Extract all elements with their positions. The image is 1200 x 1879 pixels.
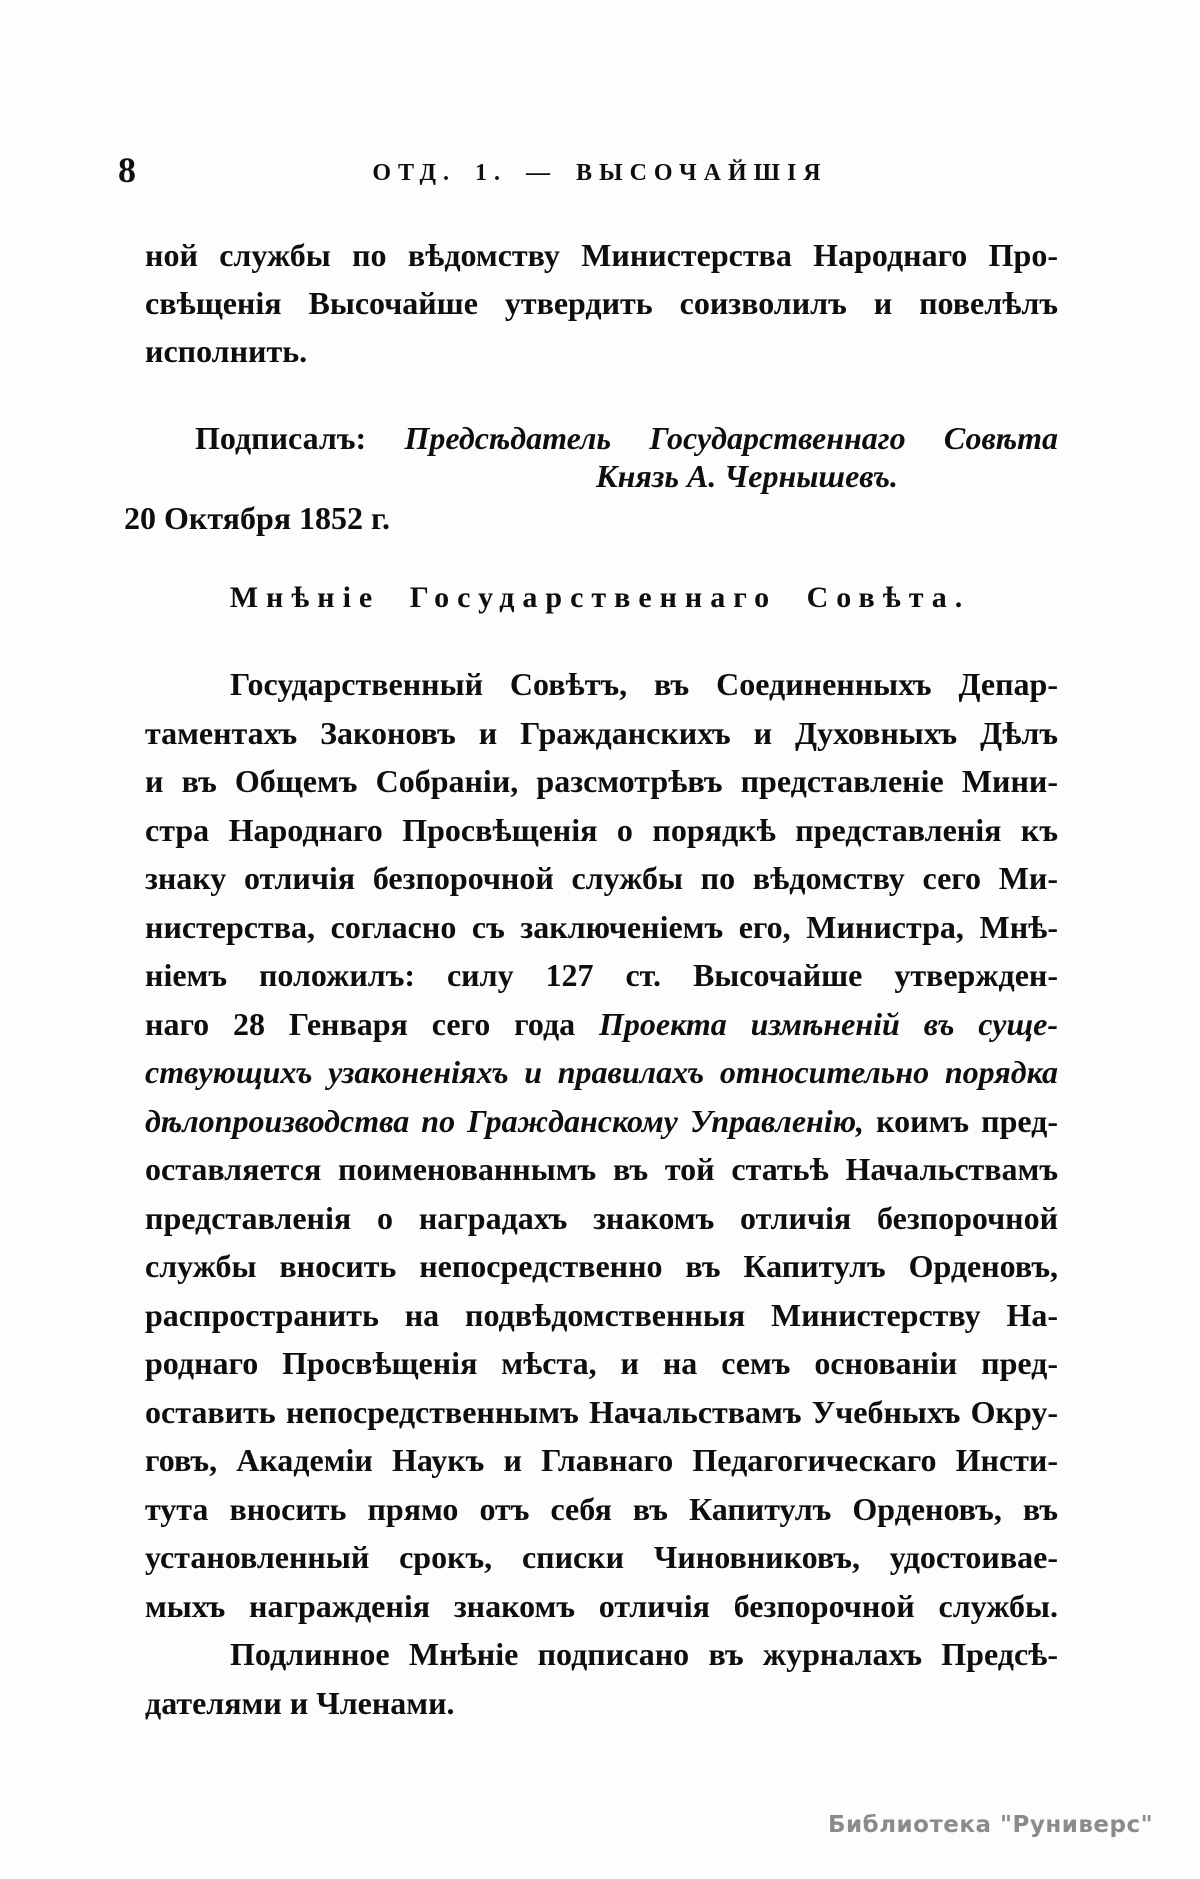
- text-segment: коимъ пред-: [876, 1102, 1059, 1139]
- signature-label: Подписалъ:: [195, 420, 367, 456]
- text-segment: Государственный Совѣтъ, въ Соединенныхъ Депар-: [230, 666, 1058, 702]
- text-line: [145, 1291, 1058, 1340]
- text-line: [145, 1194, 1058, 1243]
- text-segment: таментахъ Законовъ и Гражданскихъ и Духовныхъ Дѣлъ: [145, 714, 1058, 751]
- running-head: ОТД. 1. — ВЫСОЧАЙШІЯ: [372, 160, 828, 186]
- text-line: [145, 1436, 1058, 1485]
- text-line: [145, 854, 1058, 903]
- text-segment: распространить на подвѣдомственныя Министерству На-: [145, 1296, 1058, 1333]
- opinion-body: [145, 660, 1058, 1727]
- text-segment: нистерства, согласно съ заключеніемъ его, Министра, Мнѣ-: [145, 908, 1058, 945]
- text-segment: оставляется поименованнымъ въ той статьѣ Начальствамъ: [145, 1151, 1058, 1187]
- text-line: свѣщенія Высочайше утвердить соизволилъ и повелѣлъ: [145, 285, 1058, 321]
- text-segment: наго 28 Генваря сего года: [145, 1005, 576, 1042]
- text-line: [145, 1533, 1058, 1582]
- intro-paragraph: [145, 231, 1058, 375]
- text-line: [145, 806, 1058, 855]
- text-line: [145, 660, 1058, 709]
- text-line: [145, 1582, 1058, 1631]
- page-number: 8: [118, 150, 136, 190]
- text-line: [145, 1339, 1058, 1388]
- text-segment: дѣлопроизводства по Гражданскому Управленію,: [145, 1102, 865, 1139]
- text-segment: Проекта измѣненій въ суще-: [599, 1005, 1059, 1042]
- text-line: [145, 903, 1058, 952]
- text-segment: говъ, Академіи Наукъ и Главнаго Педагогическаго Инсти-: [145, 1442, 1058, 1478]
- signature-name: Князь А. Чернышевъ.: [595, 458, 898, 494]
- text-line: [145, 1048, 1058, 1097]
- text-line: [145, 1388, 1058, 1437]
- text-line: [145, 1679, 1058, 1728]
- text-segment: и въ Общемъ Собраніи, разсмотрѣвъ представленіе Мини-: [145, 763, 1058, 799]
- text-segment: мыхъ награжденія знакомъ отличія безпорочной службы.: [145, 1587, 1058, 1624]
- signature-name-line: [145, 452, 1058, 500]
- text-segment: Подлинное Мнѣніе подписано въ журналахъ Предсѣ-: [230, 1636, 1058, 1672]
- text-line: [145, 1145, 1058, 1194]
- text-segment: службы вносить непосредственно въ Капитулъ Орденовъ,: [145, 1248, 1058, 1284]
- text-line: [145, 1630, 1058, 1679]
- text-segment: ствующихъ узаконеніяхъ и правилахъ относительно порядка: [145, 1054, 1058, 1090]
- text-line: [145, 757, 1058, 806]
- text-segment: установленный срокъ, списки Чиновниковъ, удостоивае-: [145, 1539, 1058, 1575]
- library-watermark: Библиотека "Руниверс": [828, 1812, 1154, 1838]
- text-segment: оставить непосредственнымъ Начальствамъ Учебныхъ Окру-: [145, 1393, 1058, 1430]
- text-segment: стра Народнаго Просвѣщенія о порядкѣ представленія къ: [145, 811, 1058, 848]
- text-line: [145, 1485, 1058, 1534]
- text-segment: знаку отличія безпорочной службы по вѣдомству сего Ми-: [145, 860, 1058, 896]
- text-segment: ніемъ положилъ: силу 127 ст. Высочайше утвержден-: [145, 957, 1058, 993]
- text-line: [145, 1097, 1058, 1146]
- opinion-heading: Мнѣніе Государственнаго Совѣта.: [229, 581, 971, 614]
- text-segment: представленія о наградахъ знакомъ отличія безпорочной: [145, 1199, 1058, 1236]
- text-line: [145, 1000, 1058, 1049]
- text-segment: дателями и Членами.: [145, 1684, 455, 1721]
- text-line: исполнить.: [145, 333, 308, 369]
- text-segment: тута вносить прямо отъ себя въ Капитулъ Орденовъ, въ: [145, 1490, 1058, 1527]
- text-line: [145, 951, 1058, 1000]
- signature-title: Предсѣдатель Государственнаго Совѣта: [404, 420, 1058, 456]
- text-segment: роднаго Просвѣщенія мѣста, и на семъ основаніи пред-: [145, 1345, 1058, 1381]
- text-line: [145, 1242, 1058, 1291]
- text-line: ной службы по вѣдомству Министерства Народнаго Про-: [145, 237, 1058, 273]
- text-line: [145, 709, 1058, 758]
- signature-date: 20 Октября 1852 г.: [124, 500, 390, 536]
